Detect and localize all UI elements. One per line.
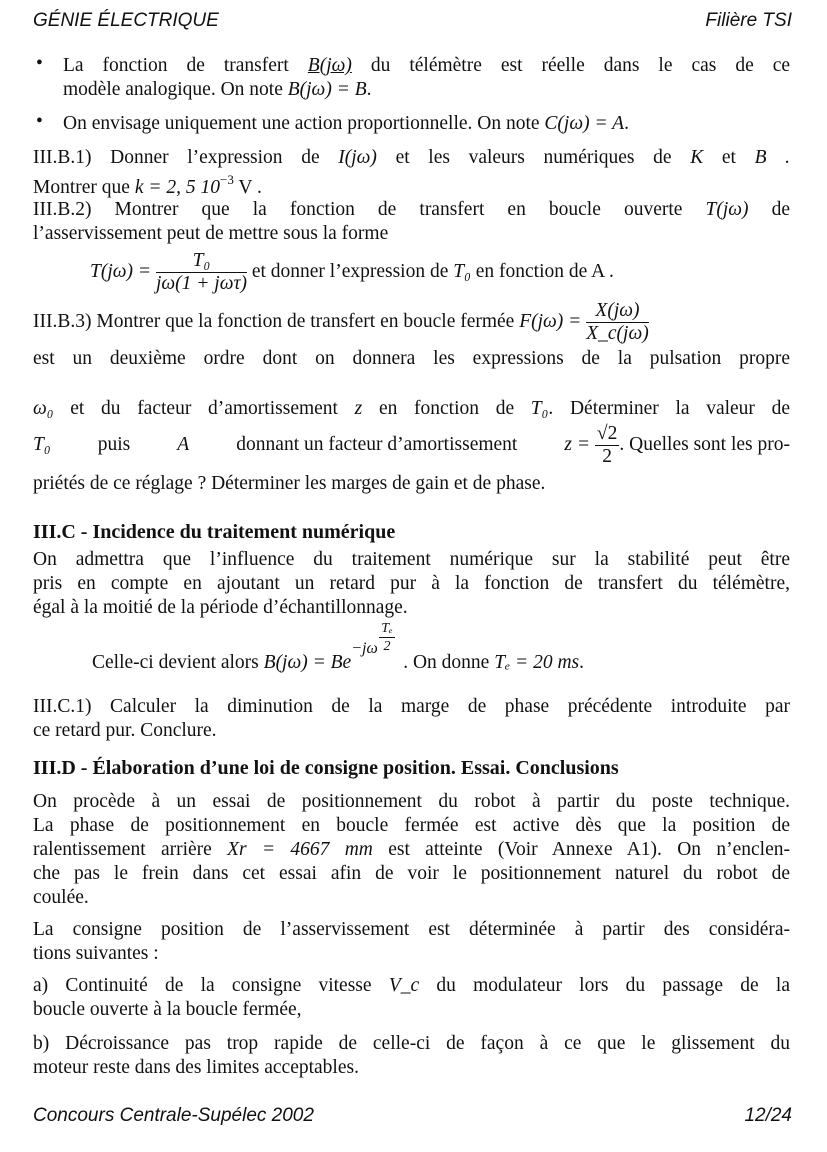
bullet-icon: • <box>36 53 43 74</box>
header-left: GÉNIE ÉLECTRIQUE <box>33 10 219 31</box>
para-line: égal à la moitié de la période d’échantillonnage. <box>33 597 408 618</box>
q-IIIB2-line1: III.B.2) Montrer que la fonction de transfert en boucle ouverte T(jω) de <box>33 199 791 220</box>
q-IIIB3-line3: ω₀ et du facteur d’amortissement z en fonction de T₀. Déterminer la valeur de <box>33 398 791 419</box>
q-IIIC1-line2: ce retard pur. Conclure. <box>33 720 217 741</box>
para-line: ralentissement arrière Xr = 4667 mm est atteinte (Voir Annexe A1). On n’enclen- <box>33 839 790 860</box>
item-b-line2: moteur reste dans des limites acceptables. <box>33 1057 359 1078</box>
bullet-icon: • <box>36 111 43 132</box>
header-right: Filière TSI <box>705 10 792 31</box>
q-IIIB1-line2: Montrer que k = 2, 5 $10^{-3}$ V . <box>33 172 262 198</box>
item-a-line1: a) Continuité de la consigne vitesse V_c du modulateur lors du passage de la <box>33 975 791 996</box>
q-IIIB2-line2: l’asservissement peut de mettre sous la forme <box>33 223 389 244</box>
formula-B-delay: Celle-ci devient alors B(jω) = Be −jω $\frac{\text{Tₑ}}{2}$ . On donne Tₑ = 20 ms. <box>92 621 585 673</box>
para-line: La consigne position de l’asservissement est déterminée à partir des considéra- <box>33 919 790 940</box>
q-IIIB3-line4: T₀ puis A donnant un facteur d’amortissement z = $\frac{√2}{2}$ . Quelles sont les pro- <box>33 422 790 467</box>
item-a-line2: boucle ouverte à la boucle fermée, <box>33 999 302 1020</box>
bullet-1-line2: modèle analogique. On note B(jω) = B. <box>63 79 372 100</box>
q-IIIB1-line1: III.B.1) Donner l’expression de I(jω) et les valeurs numériques de K et B . <box>33 147 791 168</box>
para-line: tions suivantes : <box>33 943 159 964</box>
q-IIIB3-line1: III.B.3) Montrer que la fonction de transfert en boucle fermée F(jω) = $\frac{X(j\omega)}{X\_c(j\omega)}$ <box>33 300 649 344</box>
para-line: La phase de positionnement en boucle fermée est active dès que la position de <box>33 815 790 836</box>
q-IIIC1-line1: III.C.1) Calculer la diminution de la marge de phase précédente introduite par <box>33 696 790 717</box>
para-line: On procède à un essai de positionnement du robot à partir du poste technique. <box>33 791 790 812</box>
section-heading-IIIC: III.C - Incidence du traitement numérique <box>33 521 396 543</box>
q-IIIB3-line2: est un deuxième ordre dont on donnera les expressions de la pulsation propre <box>33 348 790 369</box>
formula-T: T(jω) = $\frac{\text{T₀}}{\text{jω(1 + jωτ)}}$ et donner l’expression de T₀ en fonction de A . <box>90 250 614 294</box>
footer-page-number: 12/24 <box>744 1105 792 1126</box>
para-line: che pas le frein dans cet essai afin de voir le positionnement naturel du robot de <box>33 863 790 884</box>
item-b-line1: b) Décroissance pas trop rapide de celle-ci de façon à ce que le glissement du <box>33 1033 790 1054</box>
footer-left: Concours Centrale-Supélec 2002 <box>33 1105 314 1126</box>
q-IIIB3-line5: priétés de ce réglage ? Déterminer les marges de gain et de phase. <box>33 473 546 494</box>
bullet-2: On envisage uniquement une action proportionnelle. On note C(jω) = A. <box>63 113 629 134</box>
para-line: coulée. <box>33 887 89 908</box>
para-line: On admettra que l’influence du traitement numérique sur la stabilité peut être <box>33 549 790 570</box>
section-heading-IIID: III.D - Élaboration d’une loi de consigne position. Essai. Conclusions <box>33 757 619 779</box>
bullet-1-line1: La fonction de transfert B(jω) du télémètre est réelle dans le cas de ce <box>63 55 791 76</box>
para-line: pris en compte en ajoutant un retard pur à la fonction de transfert du télémètre, <box>33 573 790 594</box>
